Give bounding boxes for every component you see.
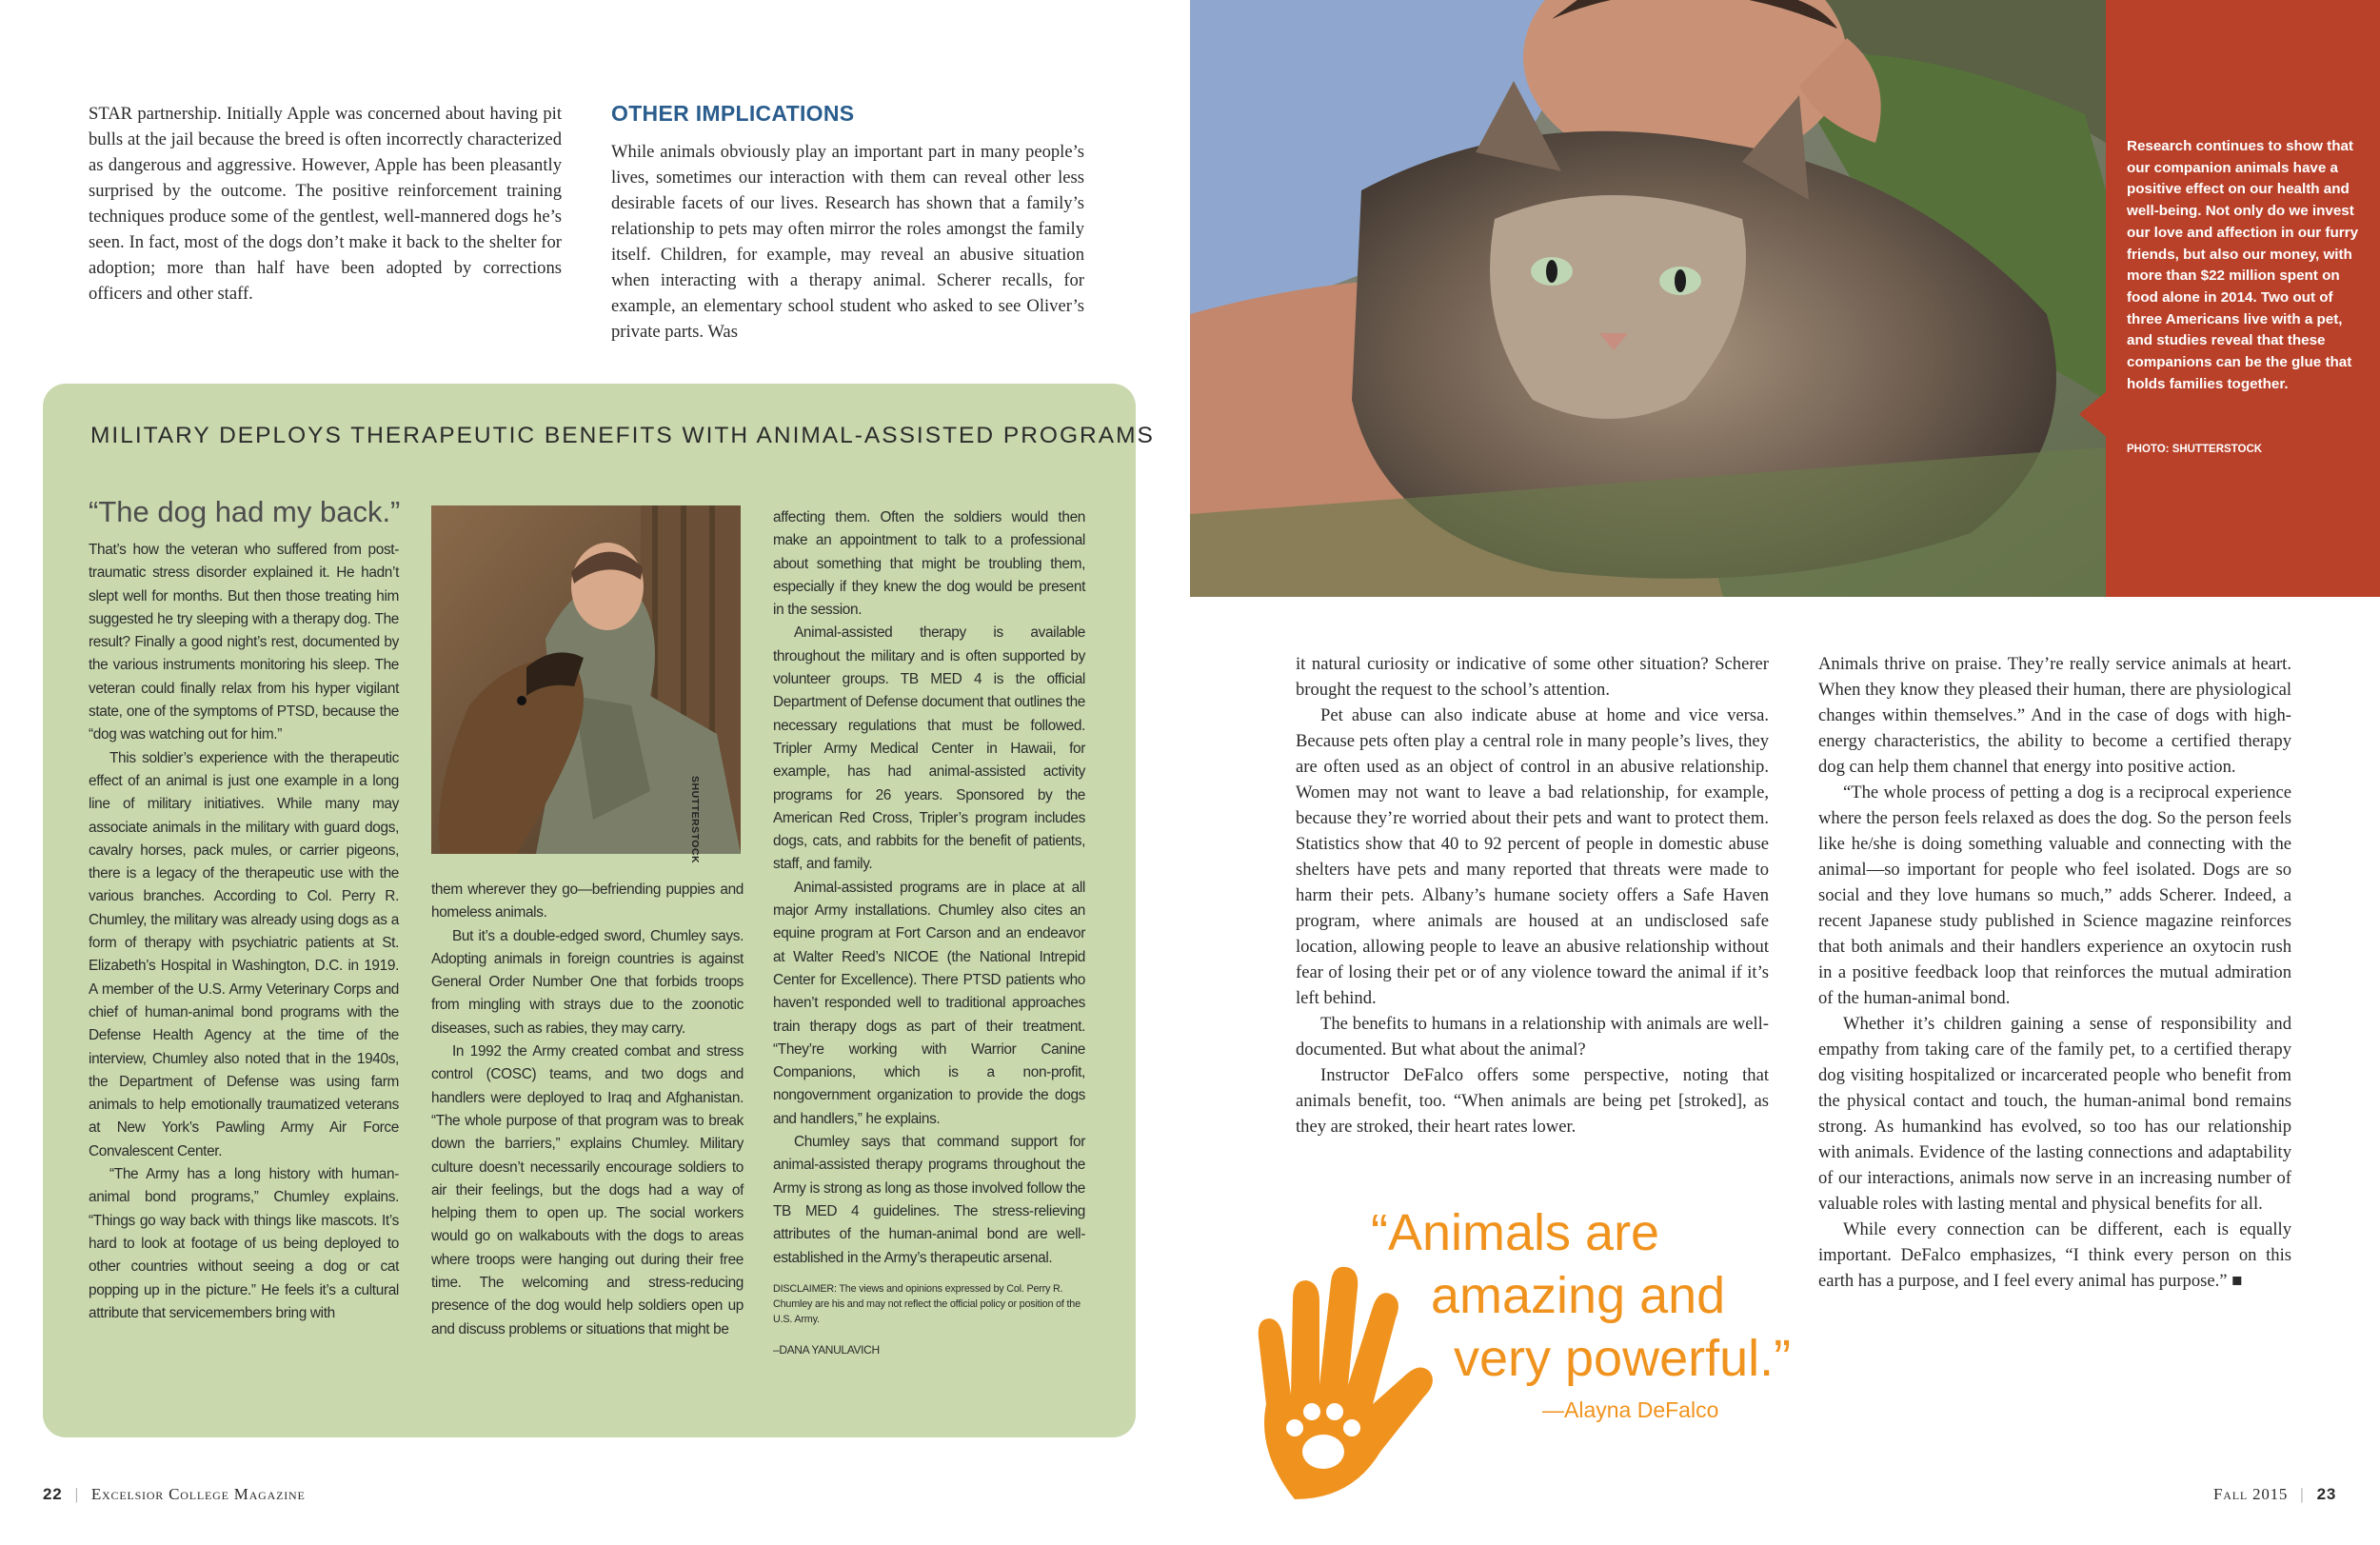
sidebar-column-2 bbox=[431, 879, 744, 1341]
paragraph: them wherever they go—befriending puppies and homeless animals. bbox=[431, 881, 744, 921]
footer-divider: | bbox=[2300, 1485, 2305, 1503]
footer-divider: | bbox=[74, 1485, 79, 1503]
photo-credit: SHUTTERSTOCK bbox=[689, 776, 701, 864]
sidebar-title: MILITARY DEPLOYS THERAPEUTIC BENEFITS WITH ANIMAL-ASSISTED PROGRAMS bbox=[90, 423, 1155, 448]
sidebar-column-1 bbox=[89, 539, 399, 1325]
sidebar-column-3 bbox=[773, 506, 1085, 1361]
pull-quote-line-3: very powerful.” bbox=[1454, 1330, 1792, 1387]
caption-pointer-icon bbox=[2079, 390, 2108, 438]
paragraph: STAR partnership. Initially Apple was concerned about having pit bulls at the jail because the breed is often incorrectly characterized as dangerous and aggressive. However, Apple has been pleasantly surprised by the outcome. The positive reinforcement training techniques produce some of the gentlest, well-mannered dogs he’s seen. In fact, most of the dogs don’t make it back to the shelter for adoption; more than half have been adopted by corrections officers and other staff. bbox=[89, 104, 562, 304]
paragraph: Animal-assisted programs are in place at all major Army installations. Chumley also cites an equine program at Fort Carson and an endeavor at Walter Reed’s NICOE (the National Intrepid Center for Excellence). There PTSD patients who haven’t responded well to traditional approaches train therapy dogs as part of their treatment. “They’re working with Warrior Canine Companions, which is a non-profit, nongovernment organization to provide the dogs and handlers,” he explains. bbox=[773, 879, 1085, 1127]
paragraph: “The Army has a long history with human-animal bond programs,” Chumley explains. “Things go way back with things like mascots. It’s hard to look at footage of us being deployed to other countries without seeing a dog or cat popping up in the picture.” He feels it’s a cultural attribute that servicemembers bring with bbox=[89, 1166, 399, 1321]
photo-caption-credit: PHOTO: SHUTTERSTOCK bbox=[2127, 444, 2263, 455]
page-number-right: 23 bbox=[2316, 1485, 2337, 1503]
paragraph: Whether it’s children gaining a sense of responsibility and empathy from taking care of the family pet, to a certified therapy dog visiting hospitalized or incarcerated people who benefit from the physical contact and touch, the human-animal bond remains strong. As humankind has evolved, so too has our relationship with animals. Evidence of the lasting connections and adaptability of our interactions, animals now serve in an increasing number of valuable roles with lasting mental and physical benefits for all. bbox=[1818, 1014, 2291, 1214]
paragraph: This soldier’s experience with the therapeutic effect of an animal is just one example in a long line of military initiatives. While many may associate animals in the military with guard dogs, cavalry horses, pack mules, or carrier pigeons, there is a legacy of the therapeutic use with the various branches. According to Col. Perry R. Chumley, the military was already using dogs as a form of therapy with psychiatric patients at St. Elizabeth’s Hospital in Washington, D.C. in 1919. A member of the U.S. Army Veterinary Corps and chief of human-animal bond programs with the Defense Health Agency at the time of the interview, Chumley also noted that in the 1940s, the Department of Defense was using farm animals to help emotionally traumatized veterans at New York’s Pawling Army Air Force Convalescent Center. bbox=[89, 749, 399, 1159]
right-column-2 bbox=[1818, 651, 2291, 1294]
paragraph: But it’s a double-edged sword, Chumley says. Adopting animals in foreign countries is against General Order Number One that forbids troops from mingling with strays due to the zoonotic diseases, such as rabies, they may carry. bbox=[431, 927, 744, 1037]
other-implications-text bbox=[611, 139, 1084, 345]
pull-quote-line-2: amazing and bbox=[1431, 1267, 1726, 1324]
sidebar-quote: “The dog had my back.” bbox=[89, 495, 401, 528]
section-heading: OTHER IMPLICATIONS bbox=[611, 101, 855, 126]
paragraph: Chumley says that command support for animal-assisted therapy programs throughout the Army is strong as long as those involved follow the TB MED 4 guidelines. The stress-relieving attributes of the human-animal bond are well-established in the Army’s therapeutic arsenal. bbox=[773, 1134, 1085, 1266]
left-column-text bbox=[89, 101, 562, 307]
paragraph: The benefits to humans in a relationship with animals are well-documented. But what about the animal? bbox=[1296, 1014, 1769, 1060]
magazine-title: Excelsior College Magazine bbox=[90, 1485, 306, 1503]
paragraph: While every connection can be different, each is equally important. DeFalco emphasizes, “I think every person on this earth has a purpose, and I feel every animal has purpose.” ■ bbox=[1818, 1219, 2291, 1291]
man-with-cat-image bbox=[1190, 0, 2106, 597]
paragraph: That’s how the veteran who suffered from post-traumatic stress disorder explained it. He hadn’t slept well for months. But then those treating him suggested he try sleeping with a therapy dog. The result? Finally a good night’s rest, documented by the various instruments monitoring his sleep. The veteran could finally relax from his hyper vigilant state, one of the symptoms of PTSD, because the “dog was watching out for him.” bbox=[89, 542, 399, 743]
paragraph: Pet abuse can also indicate abuse at home and vice versa. Because pets often play a central role in many people’s lives, they are often used as an object of control in an abusive relationship. Women may not want to leave a bad relationship, for example, because they’re worried about their pets and want to protect them. Statistics show that 40 to 92 percent of people in domestic abuse shelters have pets and many reported that threats were made to harm their pets. Albany’s humane society offers a Safe Haven program, where animals are housed at an undisclosed safe location, allowing people to leave an abusive relationship without fear of losing their pet or of any violence toward the animal if it’s left behind. bbox=[1296, 705, 1769, 1008]
paragraph: In 1992 the Army created combat and stress control (COSC) teams, and two dogs and handlers were deployed to Iraq and Afghanistan. “The whole purpose of that program was to break down the barriers,” explains Chumley. Military culture doesn’t necessarily encourage soldiers to air their feelings, but the dogs had a way of helping them to open up. The social workers would go on walkabouts with the dogs to areas where troops were hanging out during their free time. The welcoming and stress-reducing presence of the dog would help soldiers open up and discuss problems or situations that might be bbox=[431, 1043, 744, 1337]
pull-quote-attribution: —Alayna DeFalco bbox=[1542, 1397, 1719, 1422]
footer-right bbox=[2213, 1485, 2336, 1504]
issue-label: Fall 2015 bbox=[2213, 1485, 2289, 1503]
byline: –DANA YANULAVICH bbox=[773, 1342, 880, 1357]
pull-quote-line-1: “Animals are bbox=[1371, 1204, 1660, 1261]
page-number-left: 22 bbox=[43, 1485, 63, 1503]
paragraph: affecting them. Often the soldiers would then make an appointment to talk to a professional about something that might be troubling them, especially if they knew the dog would be present in the session. bbox=[773, 509, 1085, 619]
handprint-pawprint-icon bbox=[1238, 1261, 1438, 1509]
paragraph: Animals thrive on praise. They’re really service animals at heart. When they know they pleased their human, there are physiological changes within themselves.” And in the case of dogs with high-energy characteristics, the ability to become a certified therapy dog can help them channel that energy into positive action. bbox=[1818, 654, 2291, 777]
paragraph: Instructor DeFalco offers some perspective, noting that animals benefit, too. “When animals are being pet [stroked], as they are stroked, their heart rates lower. bbox=[1296, 1065, 1769, 1137]
paragraph: Animal-assisted therapy is available throughout the military and is often supported by volunteer groups. TB MED 4 is the official Department of Defense document that outlines the necessary regulations that must be followed. Tripler Army Medical Center in Hawaii, for example, has had animal-assisted activity programs for 26 years. Sponsored by the American Red Cross, Tripler’s program includes dogs, cats, and rabbits for the benefit of patients, staff, and family. bbox=[773, 624, 1085, 873]
paragraph: “The whole process of petting a dog is a reciprocal experience where the person feels relaxed as does the dog. So the person feels like he/she is doing something valuable and connecting with the animal—so important for people who feel isolated. Dogs are so social and they love humans so much,” adds Scherer. Indeed, a recent Japanese study published in Science magazine reinforces that both animals and their handlers experience an oxytocin rush in a positive feedback loop that reinforces the mutual admiration of the human-animal bond. bbox=[1818, 782, 2291, 1008]
cat-photo bbox=[1190, 0, 2106, 597]
paragraph: it natural curiosity or indicative of some other situation? Scherer brought the request to the school’s attention. bbox=[1296, 654, 1769, 700]
right-column-1 bbox=[1296, 651, 1769, 1139]
photo-caption: Research continues to show that our companion animals have a positive effect on our health and well-being. Not only do we invest our love and affection in our furry friends, but also our money, with more than $22 million spent on food alone in 2014. Two out of three Americans live with a pet, and studies reveal that these companions can be the glue that holds families together. bbox=[2127, 138, 2359, 392]
paragraph: While animals obviously play an important part in many people’s lives, sometimes our interaction with them can reveal other less desirable facets of our lives. Research has shown that a family’s relationship to pets may often mirror the roles amongst the family itself. Children, for example, may reveal an abusive situation when interacting with a therapy animal. Scherer recalls, for example, an elementary school student who asked to see Oliver’s private parts. Was bbox=[611, 142, 1084, 342]
disclaimer: DISCLAIMER: The views and opinions expressed by Col. Perry R. Chumley are his and may not reflect the official policy or position of the U.S. Army. bbox=[773, 1282, 1081, 1325]
footer-left bbox=[43, 1485, 306, 1504]
